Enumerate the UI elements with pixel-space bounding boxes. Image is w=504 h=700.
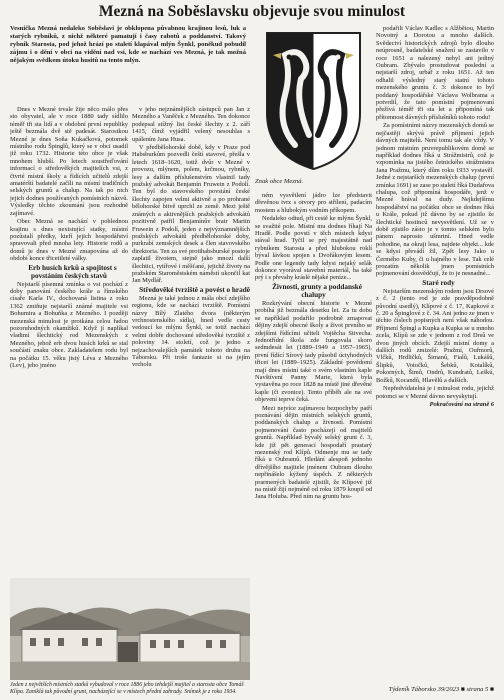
- paragraph: Rozkrývání obecní historie v Mezné probíhá již bezmála desetku let. Za tu dobu se například podařilo podrobně zmapovat dějiny zdejší obecné školy a život prvního se zdejšími řídícími učiteli Vojtěcha Stivecha. Jednotřídní škola zde fungovala skoro sedmdesát let (1889–1949 a 1957–1965), první řídící Sírový tady působil úctyhodných třicet let (1889–1925). Základní povědomí mají dnes místní také o svém vlastním kaple Navštívení Panny Marie, která byla vystavěna po roce 1828 na místě jiné dřevěné kaple (či zvonice). Tento příběh ale na své objevení teprve čeká.: [255, 299, 372, 404]
- paragraph: Nejstarším mezenským rodem jsou Drsové z č. 2 (tento rod je zde pravděpodobně původní usedlý), Klípové z č. 17, Kapkové z č. 20 a Špinglové z č. 34. Ani jedno ze jmen v těchto číslech popisných není však náhodou. Příjmení Špingl a Kupka a Kupka se u mnoho zcela, Klípů se zde v jednom z rod Drsů ve dvou jiných obcích. Zdejší místní domy a dalších rodů zmizelé: Pražmí, Ouřmorů, Vlčků, Hrdličků, Šimanů, Fialů, Lukášů, Šlipků, Votočků, Šebků, Kotalíků, Pokorných, Šimů, Ondrů, Kundratů, Leškú, Božků, Kocandů, Hlavělů a dalších.: [376, 287, 494, 384]
- paragraph: Obec Mezná se nachází v pohlednou krajinu s dnes nexistující statky, místní pozůstalí předky, kteří jejich hospodářství spravovali před mnoha lety. Historie rodů a domů je dnes v Mezné zmapována až do období konce třicetileté války.: [10, 218, 128, 263]
- photo-caption: Jeden z největších místních statků vybudoval v roce 1886 jeho tehdejší majitel a starosta obce Tomáš Klípa. Zaniklá tak původní grunt, nacházející se v místech přední zahrady. Snímek je z roku 1934.: [10, 682, 244, 695]
- paragraph: ném vysvětlení jádro lze představit dřevěnou tvrz s otvory pro střílení, padacím mostem a hlubokým vodním příkopem.: [255, 192, 372, 214]
- continued-note: Pokračování na straně 6: [429, 400, 494, 408]
- subheading-fortress: Středověké tvrziště a povést o hradě: [139, 285, 250, 294]
- subheading-homesteads: Živnosti, grunty a poddanské chalupy: [272, 282, 362, 299]
- paragraph: Dnes v Mezné trvale žije něco málo přes sto obyvatel, ale v roce 1880 tady sídlilo téměř tři sta lidí a v obdobní první republiky ještě bezmála dvě stě padesát. Starostkou Mezné je dnes Soňa Kukačková, potomek místního rodu Špinglů, který se v obci usadil již roku 1732. Historie této obce je však mnohem hlubší. Po letech soustřeďování informací o středověkých majitelích vsi, z čtvrté místní školy a řídících učitelů zdejší amatérští badatelé začíli na místní tradičních selských gruntů a chalup. Na tak po nich jejich dodnes používaných pomístních názvů. Výsledky těchto zkoumání jsou rozhodně zajímavé.: [10, 106, 128, 217]
- coat-of-arms-caption: Znak obce Mezná.: [255, 178, 304, 185]
- paragraph: Mezi nejvíce zajímavou bezpochyby patří poznávání dějin místních selských gruntů, poddanských chalup a živností. Pomístní pojmenování často pocházejí od majitelů gruntů. Například bývalý selský grunt č. 3, kde již pět generací hospodaří prastarý mezenský rod Klípů. Odmenje mu se tady říká u Oubramů. Hledání alespoň jednoho dřívějšího majitele jménem Oubram dlouho nepřinášelo kýžený úspěch. Z některých prarmených badatelé zjistili, že Klípové již na místě žijí nejméně od roku 1879 koupil od Jana Holuba. Před ním na gruntu hos-: [255, 404, 372, 501]
- subheading-coat-of-arms: Erb husích krků a spojitost s povstáním českých stavů: [28, 263, 117, 280]
- column-4: [376, 25, 494, 680]
- article-lead: Vesnička Mezná nedaleko Soběslavi je obklopena půvabnou krajinou lesů, luk a starých rybníků, z nichž některé pamatují i časy rabotů a poddanství. Takový rybník Starosta, pod jehož hrází po staletí klapával mlýn Šynkl, poněkud pobudil zájmu i o dění v obci na vidění nad vsí, kde se nachází ves Mezná, je tak možná nějakým svědkem útoku husitů na tento mlýn.: [10, 25, 246, 64]
- paragraph: v jeho nejznámějších zástupců pan Jan z Mezného a Vaněček z Mezného. Ten dokonce podepsal stížný list české šlechty z 2. září 1415, čímž vyjádřil velený nesouhlas s upálením Jana Husa.: [132, 106, 250, 143]
- column-3: [255, 192, 372, 680]
- paragraph: Nedaleko odtud, při cestě ke mlýnu Šynkl, se svažité pole. Místní mu dodnes říkají Na Hradě. Podle povstí v těch místech kdysi stával hrad. Tyčil se prý majestátně nad rybníkem Starosta a před hlubokou roklí býval lávkou spojen s Dvořákovým lesem. Podle one legendy tady kdysi nejaký selák dokonce vyorával stavební materiál, ba také prý i s převahy kráslé nějaké peníze...: [255, 215, 372, 282]
- paragraph: V předbělohorské době, kdy v Praze pod Habsburkům pozvedli čeští stavové, přešla v letech 1618–1620, totiž dvůr v Mezné v provozu, mlýnem, polem, krčmou, rybníky, lesy a dalším příslušenstvím vlastnil tady pražský advokát Benjamín Fruwein z Podolí. Ten byl do stavovského povstání české šlechty zapojen velmi aktivně a po prohrané bělohorské bitvě uprchl ze země. Mezi ještě známých a aktivnějších pražských advokátů pozitivně patřil Benjamínův bratr Martin Fruwein z Podolí, jeden z nejvýznamnějších pražských advokátů předbělohorské doby, purkrabí zemských desek a člen stavovského direktoria. Ten za své protihabsburské postoje zaplatil životem, stejně jako mnozí další šlechtici, rytířové i měšťané, jejichž životy na pražském Staroměstském náměstí ukončil kat Jan Mydlář.: [132, 144, 250, 285]
- paragraph: podařili Václav Kadlec s Alžbětou, Martin Novotný a Dorotou a mnoho dalších. Svědectví historických zdrojů bylo dlouho neúprosně, badatelské snažení se zastavilo v roce 1651 a nalezený nebyl ani jediný Oubram. Zbývalo prostudovat poslední a nejstarší zdroj, urbář z roku 1651. Až ten odhalil výsledný starý statní tohoto mezenského gruntu č. 3: dokonce to byl poddaný hospodářské Václava Wolbrama a potvrdil, že tato pomístní pojmenovaní přežívá téměř tři sta let a připomíná tak přítomnost dávných příslušníků tohoto rodu!: [376, 25, 494, 121]
- column-1: [10, 106, 128, 572]
- page-footer: Týdeník Táborsko 39/2023 ■ strana 5 ■: [388, 686, 494, 693]
- paragraph: Nejstarší písemná zmínka o vsi pochází z doby panování českého krále a římského císaře Karla IV., dochovaná listina z roku 1362 zmiňuje nejstarší známé majitele vsi Bohumira a Bohuňka z Mezného. I později mezenská minulost je protkána celou řadou pozoruhodných okamžiků. Když jí naplíkal vladimí šlechtický rod Mezenských z Mezného, jehož erb dvou husích krků se stal součástí znaku obce. Zakladatelem rodu byl na počátku 15. věku jistý Léva z Mezného (Lev), jeho jméno: [10, 280, 128, 369]
- article-title: Mezná na Soběslavsku objevuje svou minulost: [98, 3, 406, 20]
- paragraph: Za pomístními názvy mezenských domů se nejčastěji skrývá právě příjmení jejich dávných majitelů. Není tomu tak ale vždy. V jednom mistním pruvrepublikovém domě se například dodnes říká u Strážmistrů, což je vzpomínka na jistého četnického strážmistra Jana Pražmu, který dům roku 1933 vystavěl. Jedné z nejstarších mezenských chalup (první zmínka 1691) se zase po staletí říká Dudařova chalupa, což připomíná hospodáře, jenž v Mezné hrával na dudy. Nejkdejšímu hospodářství na počátku obce se dodnes říká u Krále, pokud již dávno by se zjistilo že šlechtické hostinců nevysvětlení. Už se v době zjistilo zásto je v tomto selském bylo pánem naprosto ušmrtní. Hned vedle pohodine, na okraji lesa, najdete objekt... kde se kdysi převádí žil, Zpět lesy Jako u Čermého Kuby, či u hajného v lese. Tak celé prozatím několik jmen pomístních pojmenování dosvědčují, že to je nesnadné...: [376, 122, 494, 278]
- village-coat-of-arms: [255, 25, 372, 175]
- column-2: [132, 106, 250, 572]
- subheading-old-families: Staré rody: [422, 278, 455, 287]
- paragraph: Nepředvídatelná je i minulost rodu, jejichž potomci se v Mezné dávno nevyskytují.: [376, 385, 494, 400]
- paragraph: Mezná je také jednou z mála obcí zdejšího regionu, kde se nachází tvrziště. Pomístní názvy Bílý Zlatého dvora (některým vrchnostenského sídla), hned vedle cesty vedoucí ke mlýnu Šynkl, se totiž nachází velmi dobře dochované středověké tvrziště z poloviny 14. století, což je jedno z nejzachovalejších památek tohoto druhu na Táborsku. Při troše fantazie si na jejím vrcholu: [132, 294, 250, 369]
- farmstead-photo: [10, 578, 250, 680]
